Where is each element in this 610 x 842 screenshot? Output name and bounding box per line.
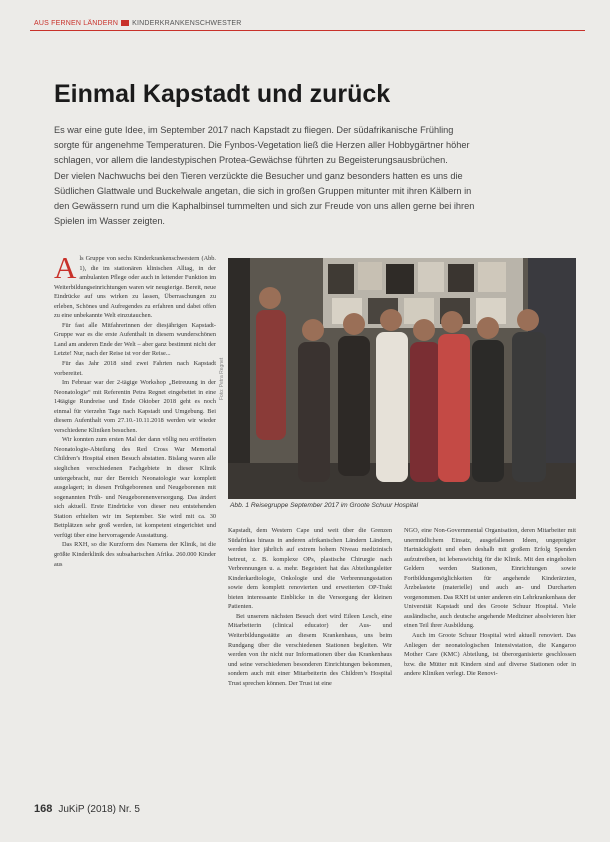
- article-title: Einmal Kapstadt und zurück: [54, 80, 391, 108]
- body-column-3: [404, 526, 576, 679]
- drop-cap: A: [54, 250, 77, 285]
- first-paragraph-text: ls Gruppe von sechs Kinderkrankenschwestern (Abb. 1), die im stationären klinischen Alltag, in der ambulanten Pflege oder auch in leitender Funktion im Weiterbildungseinrichtungen waren wir neugierige. Bereit, neue Eindrücke auf uns wirken zu lassen, Überraschungen zu erleben, Schönes und Aufregendes zu erfahren und dabei offen zu eine unbekannte Welt einzutauchen.: [54, 255, 216, 320]
- lead-line: Der vielen Nachwuchs bei den Tieren verzückte die Besucher und ganz besonders hatten es uns die: [54, 170, 463, 181]
- lead-line: schlagen, vor allem die landestypischen Protea-Gewächse führten zu Begeisterungsausbrüchen.: [54, 155, 448, 166]
- first-paragraph: [54, 250, 216, 321]
- lead-line: den Gewässern rund um die Kaphalbinsel tummelten und sich zur Freude von uns allen gerne bei ihren: [54, 201, 475, 212]
- body-column-2: [228, 526, 392, 688]
- section-header: [34, 17, 242, 29]
- paragraph: Für fast alle Mitfahrerinnen der diesjährigen Kapstadt-Gruppe war es die erste Aufenthalt in diesem wunderschönen Land am anderen Ende der Welt – aber ganz bestimmt nicht der Letzte! Nur, nach der Reise ist vor der Reise...: [54, 321, 216, 358]
- photo-credit: Foto: Petra Regnet: [219, 357, 225, 400]
- section-label: AUS FERNEN LÄNDERN: [34, 19, 119, 27]
- paragraph: Auch im Groote Schuur Hospital wird aktuell renoviert. Das Anliegen der neonatologischen Intensivstation, die Kangaroo Mother Care (KMC) Abteilung, ist überorganisierte geschlossen bzw. die Mütter mit Kindern sind auf diverse Stationen oder in andere Kliniken verlegt. Die Renovi-: [404, 632, 576, 678]
- section-icon: [121, 20, 129, 26]
- body-column-1: [54, 250, 216, 569]
- paragraph: Für das Jahr 2018 sind zwei Fahrten nach Kapstadt vorbereitet.: [54, 360, 216, 377]
- header-rule: [30, 30, 585, 31]
- paragraph: Wir konnten zum ersten Mal der dann völlig neu eröffneten Neonatologie-Abteilung des Red Cross War Memorial Children’s Hospital einen Besuch abstatten. Bislang waren alle sieglichen verschiedenen Fachgebiete in dieser Klinik untergebracht, nur der Bereich Neonatologie war komplett ausgelagert; in diesen Frühgeborenen und Neugeborenen mit sogenannten Früh- und Neugeborenenversorgung. Das ändert sich aktuell. Erste Eindrücke von dieser neu entstehenden Station erhielten wir im September. Sie wird mit ca. 30 Bettplätzen sehr groß werden, ist kompetent eingerichtet und verfügt über eine hervorragende Ausstattung.: [54, 436, 216, 539]
- group-photo: [228, 258, 576, 499]
- paragraph: Bei unserem nächsten Besuch dort wird Eileen Lesch, eine Mitarbeiterin (clinical educator) der Aus- und Weiterbildungsstätte an diesem Krankenhaus, uns beim Rundgang über die verschiedenen Stationen begleiten. Wir werden von ihr nicht nur Informationen über das Krankenhaus und seine verschiedenen besonderen Einrichtungen bekommen, sondern auch mit einer Mitarbeiterin des Children’s Hospital Trust sprechen können. Der Trust ist eine: [228, 612, 392, 687]
- lead-line: Es war eine gute Idee, im September 2017 nach Kapstadt zu fliegen. Der südafrikanische Frühling: [54, 125, 454, 135]
- lead-line: Spielen im Wasser zeigten.: [54, 216, 165, 227]
- paragraph: Kapstadt, dem Western Cape und weit über die Grenzen Südafrikas hinaus in anderen afrikanischen Ländern Ländern, werden hier jährlich auf extrem hohem Niveau medizinisch betreut, z. B. komplexe OPs, plastische Chirurgie nach Verbrennungen u. a. mehr. Begeistert hat das Abteilungsleiter Kinderkardiologie, Onkologie und die Verbrennungsstation sowie dem komplett renovierten und erweiterten OP-Trakt bieten interessante Einblicke in die Versorgung der kleinen Patienten.: [228, 527, 392, 611]
- article-lead: [54, 123, 576, 229]
- page-number: 168: [34, 803, 53, 815]
- paragraph: Das RXH, so die Kurzform des Namens der Klinik, ist die größte Kinderklinik des subsaharischen Afrika. 260.000 Kinder aus: [54, 541, 216, 568]
- journal-reference: JuKiP (2018) Nr. 5: [58, 804, 140, 815]
- paragraph: NGO, eine Non-Governmental Organisation, deren Mitarbeiter mit unermüdlichem Einsatz, ausgefallenen Ideen, ungeprägter Hartnäckigkeit und eben deshalb mit großem Erfolg Spenden aufzutreiben, ist lebenswichtig für die Klinik. Mit den eingeholten Geldern werden Stationen, Einrichtungen sowie Fortbildungsmöglichkeiten für angehende Kinderärzten, Ärzbelastete (materielle) und auch an- und Durcharten vorgenommen. Das RXH ist unter anderen ein Lehrkrankenhaus der Universität Kapstadt und des Groote Schuur Hospital. Viele ausländische, auch deutsche angehende Mediziner absolvieren hier einen Teil ihrer Ausbildung.: [404, 527, 576, 630]
- lead-line: Südlichen Glattwale und Buckelwale angetan, die sich in großen Gruppen mitunter mit ihren Kälbern in: [54, 185, 472, 196]
- lead-line: sorgte für angenehme Temperaturen. Die Fynbos-Vegetation ließ die Herzen aller Hobbygärtner höher: [54, 140, 470, 151]
- page-footer: [34, 803, 140, 815]
- paragraph: Im Februar war der 2-tägige Workshop „Betreuung in der Neonatologie“ mit Referentin Petra Regnet eingebettet in eine 14tägige Rundreise und Ende Oktober 2018 geht es noch einmal für vierzehn Tage nach Kapstadt und Umgebung. Bei diesem Aufenthalt vom 27.10.-10.11.2018 werden wir wieder verschiedene Kliniken besuchen.: [54, 379, 216, 434]
- subsection-label: KINDERKRANKENSCHWESTER: [132, 19, 242, 27]
- group-photo-illustration: [228, 258, 576, 499]
- photo-caption: Abb. 1 Reisegruppe September 2017 im Groote Schuur Hospital: [230, 502, 419, 509]
